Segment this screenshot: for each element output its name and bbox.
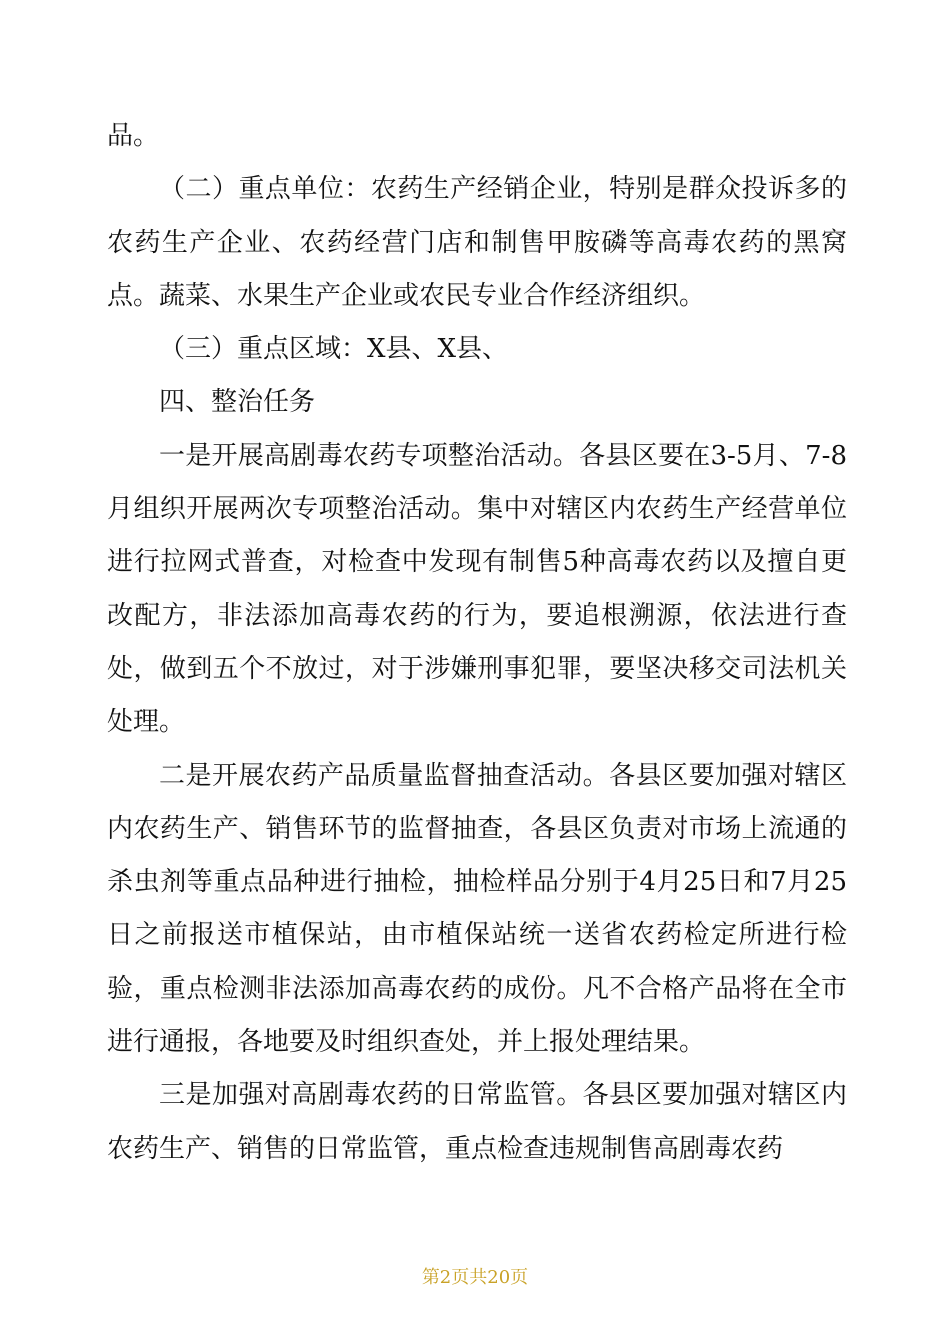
page-number-footer: 第2页共20页: [421, 1267, 529, 1288]
document-body: [107, 110, 847, 1176]
paragraph-task-three: 三是加强对高剧毒农药的日常监管。各县区要加强对辖区内农药生产、销售的日常监管，重点检查违规制售高剧毒农药: [107, 1080, 847, 1164]
section-heading-tasks: 四、整治任务: [159, 387, 316, 418]
paragraph-key-areas: （三）重点区域：X县、X县、: [159, 334, 509, 365]
paragraph-key-units: （二）重点单位：农药生产经销企业，特别是群众投诉多的农药生产企业、农药经营门店和制售甲胺磷等高毒农药的黑窝点。蔬菜、水果生产企业或农民专业合作经济组织。: [107, 174, 847, 311]
paragraph-task-two: 二是开展农药产品质量监督抽查活动。各县区要加强对辖区内农药生产、销售环节的监督抽查，各县区负责对市场上流通的杀虫剂等重点品种进行抽检，抽检样品分别于4月25日和7月25日之前报送市植保站，由市植保站统一送省农药检定所进行检验，重点检测非法添加高毒农药的成份。凡不合格产品将在全市进行通报，各地要及时组织查处，并上报处理结果。: [107, 760, 847, 1058]
paragraph-continuation: 品。: [107, 121, 160, 151]
paragraph-task-one: 一是开展高剧毒农药专项整治活动。各县区要在3-5月、7-8月组织开展两次专项整治活动。集中对辖区内农药生产经营单位进行拉网式普查，对检查中发现有制售5种高毒农药以及擅自更改配方，非法添加高毒农药的行为，要追根溯源，依法进行查处，做到五个不放过，对于涉嫌刑事犯罪，要坚决移交司法机关处理。: [107, 440, 847, 738]
